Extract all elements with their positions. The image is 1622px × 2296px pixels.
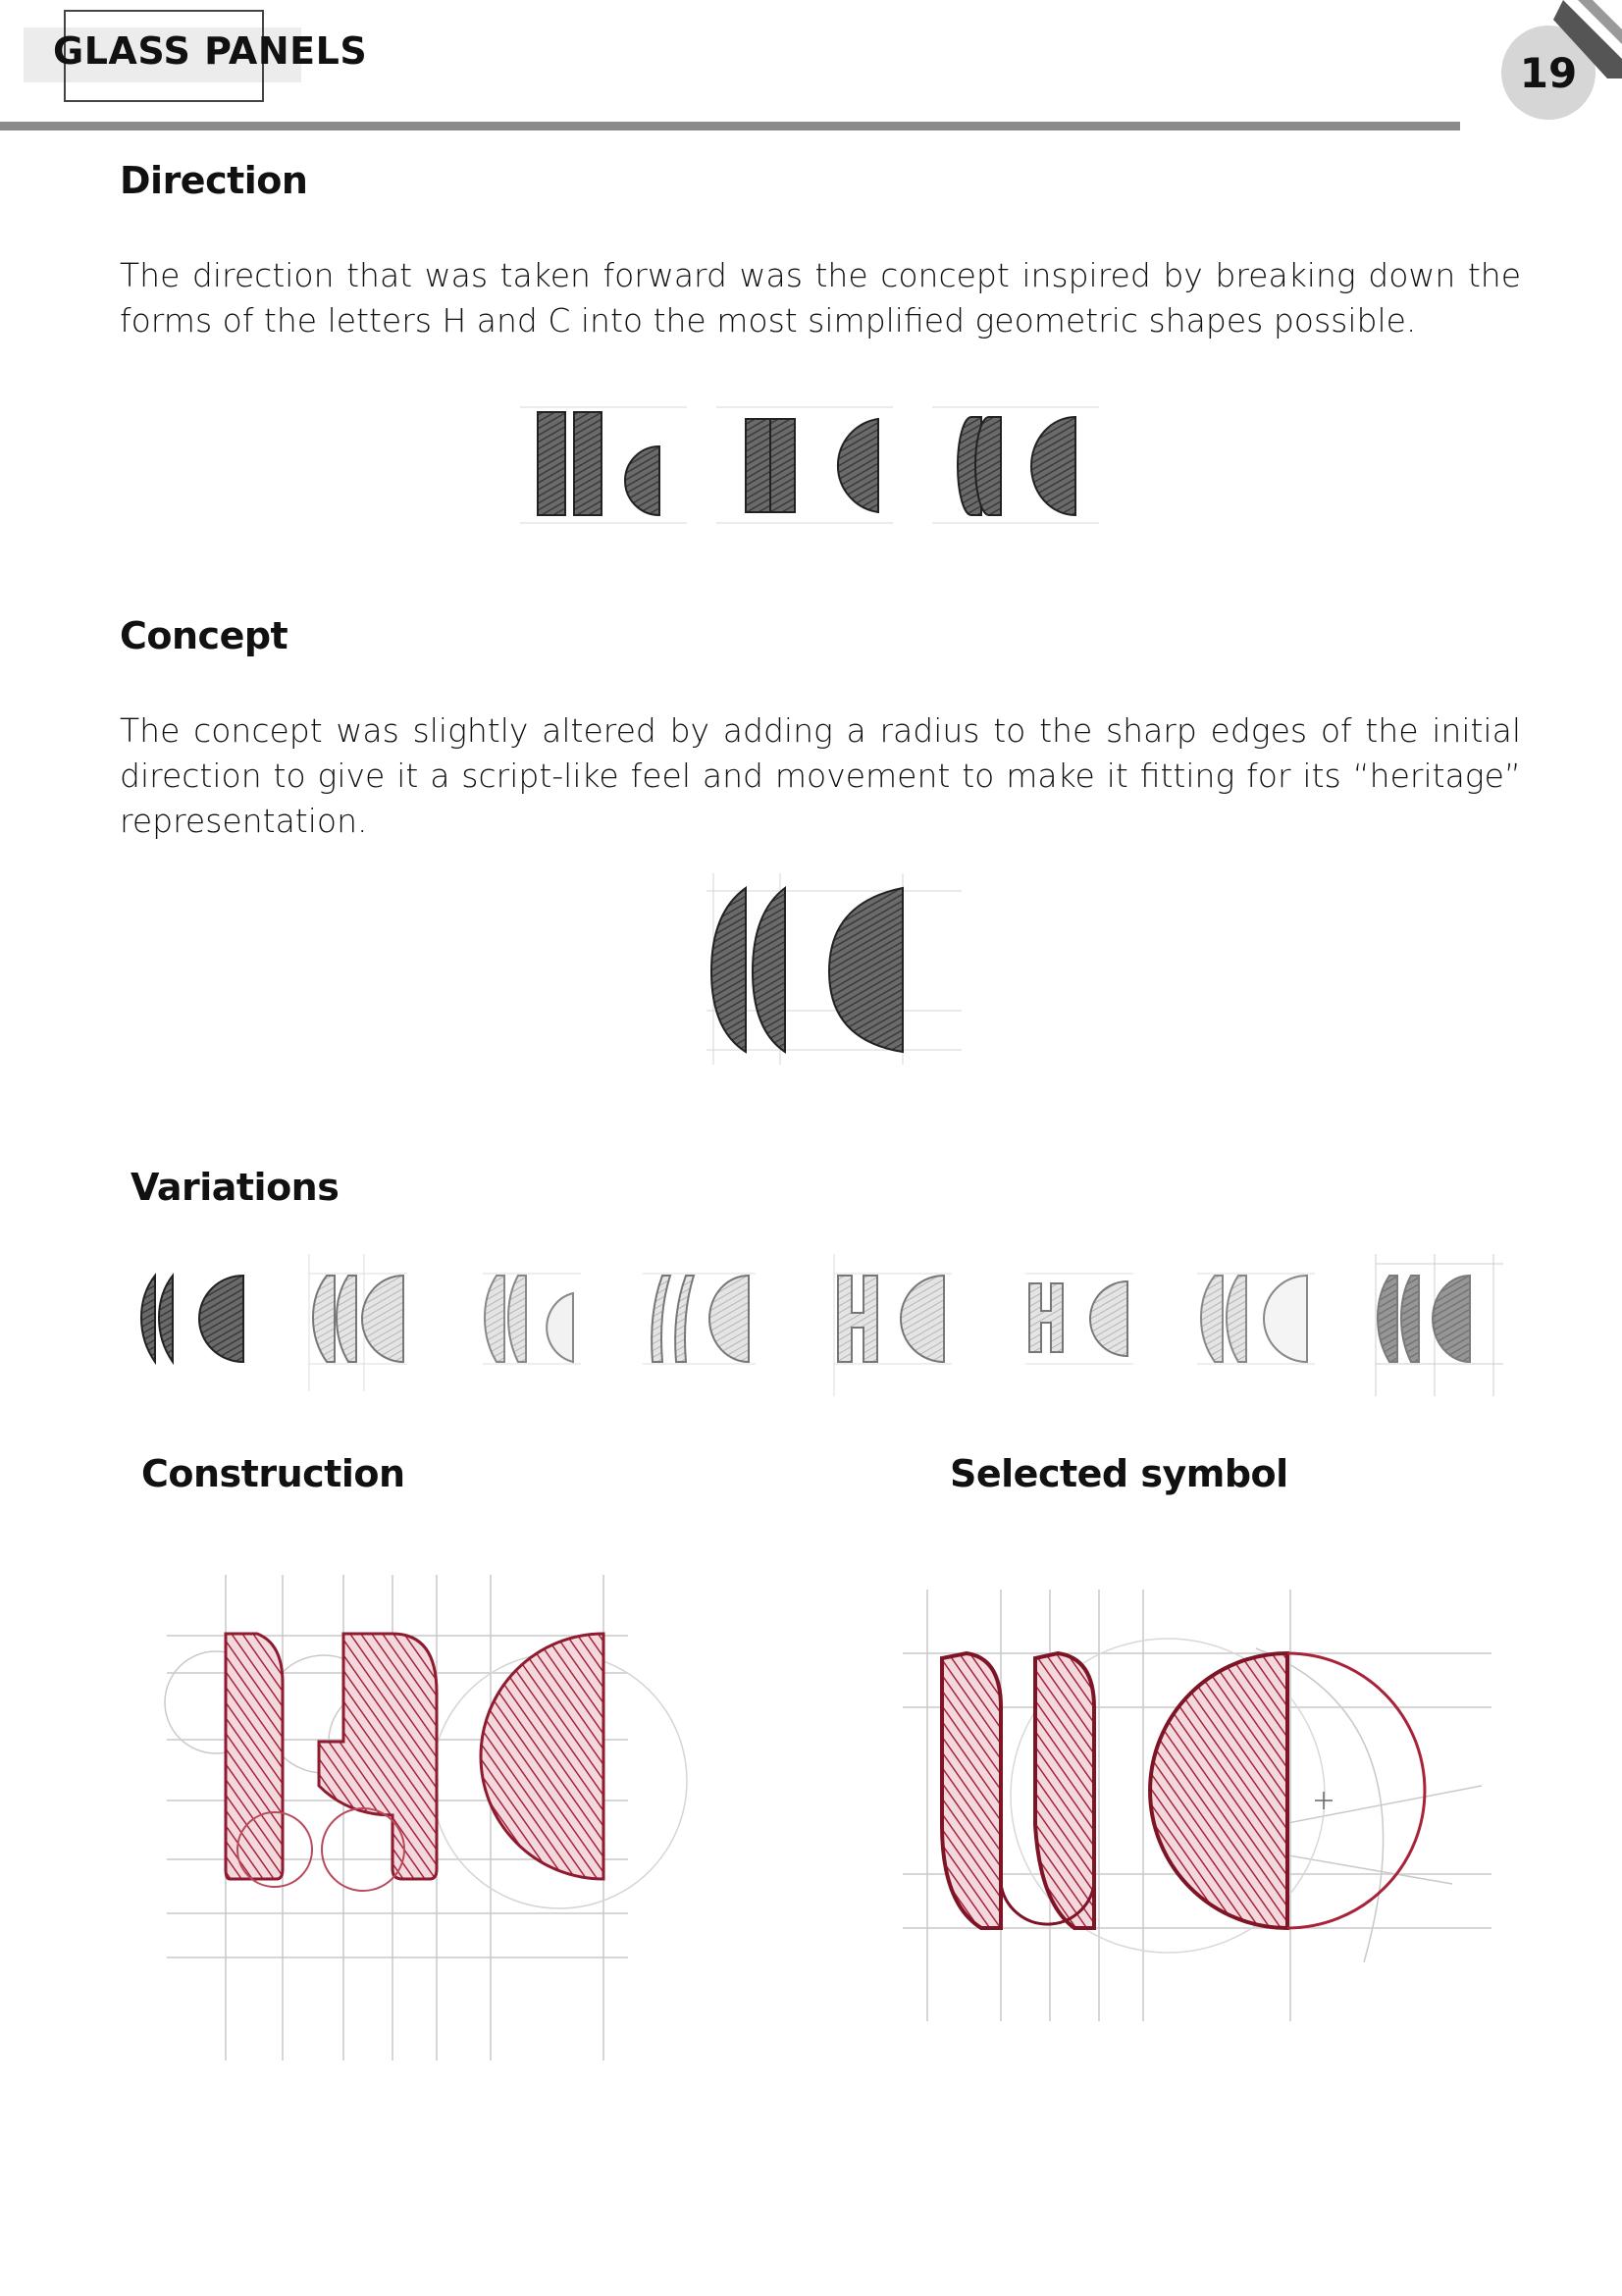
variation-3	[483, 1274, 581, 1364]
concept-sketch	[702, 873, 967, 1065]
construction-letter-c	[481, 1634, 603, 1879]
construction-sketch	[157, 1575, 736, 2065]
direction-body: The direction that was taken forward was the concept inspired by breaking down the forms of the letters H and C into the most simplified geometric shapes possible.	[120, 256, 1521, 339]
concept-body: The concept was slightly altered by adding a radius to the sharp edges of the initial direction to give it a script-like feel and movement to make it fitting for its “heritage” representation.	[120, 711, 1521, 840]
variations-heading: Variations	[131, 1166, 340, 1209]
sketch-square-forms	[538, 412, 659, 515]
variation-5	[834, 1254, 952, 1396]
variation-4	[643, 1274, 756, 1364]
selected-symbol-heading: Selected symbol	[950, 1452, 1288, 1495]
selected-letter-c	[1150, 1653, 1425, 1928]
direction-sketches	[520, 397, 1099, 535]
variations-strip	[137, 1254, 1511, 1401]
sketch-block-forms	[746, 419, 878, 512]
selected-letter-h	[942, 1653, 1094, 1928]
variation-2	[309, 1254, 407, 1391]
variation-1	[141, 1276, 243, 1362]
header-rule	[0, 122, 1460, 130]
variation-7	[1197, 1274, 1315, 1364]
variation-8	[1376, 1254, 1503, 1396]
selected-symbol-sketch	[903, 1590, 1511, 2051]
construction-heading: Construction	[141, 1452, 405, 1495]
concept-heading: Concept	[120, 614, 288, 657]
direction-heading: Direction	[120, 159, 308, 202]
corner-decoration	[1553, 0, 1622, 78]
page-number-badge: 19	[1501, 26, 1596, 120]
sketch-rounded-forms	[958, 417, 1075, 515]
document-title: GLASS PANELS	[53, 29, 368, 73]
variation-6	[1025, 1274, 1133, 1364]
